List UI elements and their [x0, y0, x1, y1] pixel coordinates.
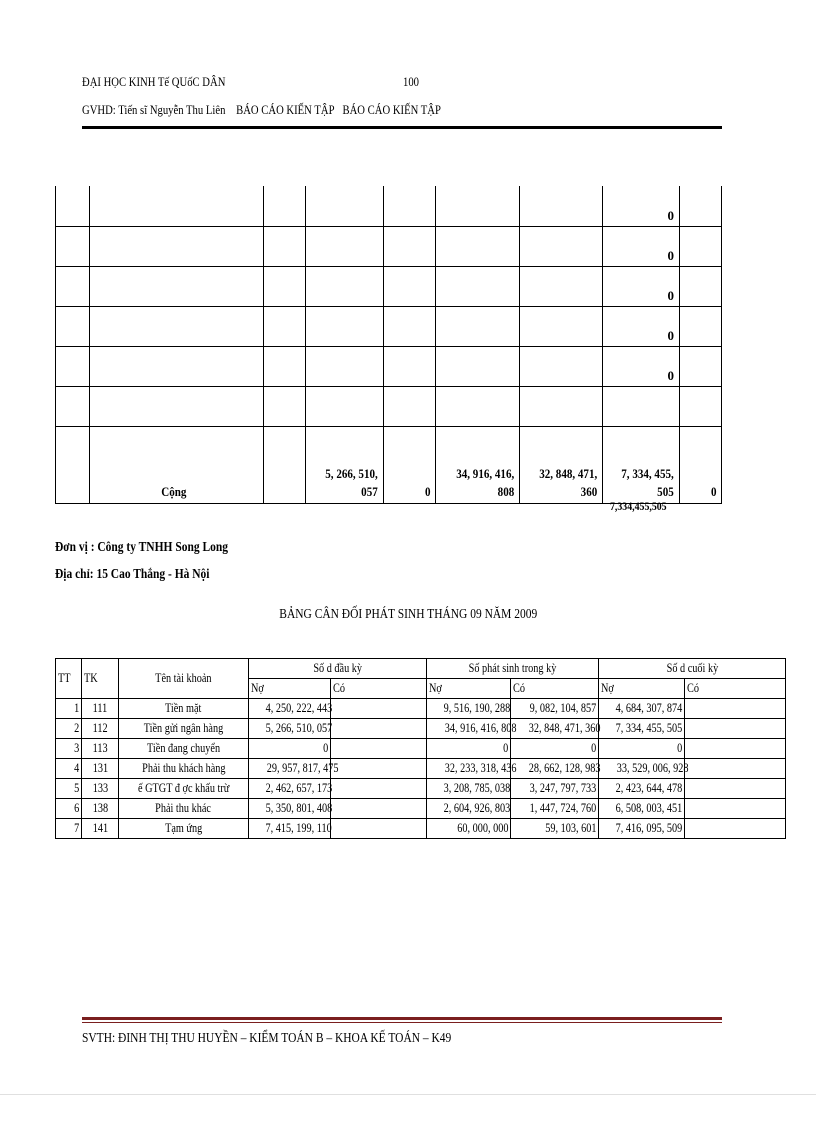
cell-close-credit [685, 819, 786, 839]
cell-tk: 113 [82, 739, 119, 759]
cell-debit: 0 [427, 739, 511, 759]
cell-name: Phải thu khác [119, 799, 249, 819]
cell-credit: 1, 447, 724, 760 [511, 799, 599, 819]
table-row [56, 759, 786, 779]
total-label: Cộng [161, 484, 187, 499]
header-open-debit: Nợ [249, 679, 331, 699]
zero-cell: 0 [603, 307, 680, 347]
total-col5: 7, 334, 455, 505 [621, 466, 674, 499]
cell-stt: 2 [56, 719, 82, 739]
page-edge [0, 1094, 816, 1095]
cell-open-debit: 5, 350, 801, 408 [249, 799, 331, 819]
cell-stt: 6 [56, 799, 82, 819]
university-name: ĐẠI HỌC KINH Tế QUốC DÂN [82, 74, 226, 89]
cell-close-debit: 2, 423, 644, 478 [599, 779, 685, 799]
zero-cell: 0 [603, 186, 680, 227]
cell-open-credit [331, 759, 427, 779]
table-row [56, 267, 722, 307]
company-address: Địa chỉ: 15 Cao Thắng - Hà Nội [55, 567, 210, 582]
supervisor: GVHD: Tiến sĩ Nguyễn Thu Liên [82, 102, 226, 117]
header-open-credit: Có [331, 679, 427, 699]
cell-credit: 59, 103, 601 [511, 819, 599, 839]
total-col2: 0 [424, 484, 430, 499]
cell-name: Tiền mặt [119, 699, 249, 719]
cell-tk: 141 [82, 819, 119, 839]
header-tk: TK [82, 659, 119, 699]
header-close-credit: Có [685, 679, 786, 699]
header-close-debit: Nợ [599, 679, 685, 699]
student-footer: SVTH: ĐINH THỊ THU HUYỀN – KIỂM TOÁN B – KHOA KẾ TOÁN – K49 [82, 1031, 452, 1046]
table-row [56, 307, 722, 347]
cell-tk: 133 [82, 779, 119, 799]
total-row [56, 427, 722, 504]
header-row [56, 659, 786, 679]
cell-open-debit: 4, 250, 222, 443 [249, 699, 331, 719]
cell-close-debit: 7, 416, 095, 509 [599, 819, 685, 839]
table-row [56, 387, 722, 427]
cell-tk: 111 [82, 699, 119, 719]
cell-close-debit: 7, 334, 455, 505 [599, 719, 685, 739]
report-title-2: BÁO CÁO KIẾN TẬP [342, 102, 441, 117]
cell-close-debit: 0 [599, 739, 685, 759]
cell-debit: 9, 516, 190, 288 [427, 699, 511, 719]
report-title-1: BÁO CÁO KIẾN TẬP [236, 102, 335, 117]
cell-open-credit [331, 779, 427, 799]
table-row [56, 227, 722, 267]
header-account-name: Tên tài khoản [119, 659, 249, 699]
header-closing: Số d cuối kỳ [599, 659, 786, 679]
cell-open-credit [331, 799, 427, 819]
table-row [56, 799, 786, 819]
cell-credit: 32, 848, 471, 360 [511, 719, 599, 739]
cell-close-debit: 4, 684, 307, 874 [599, 699, 685, 719]
cell-name: Tạm ứng [119, 819, 249, 839]
table-row [56, 699, 786, 719]
table-row [56, 719, 786, 739]
cell-debit: 34, 916, 416, 808 [427, 719, 511, 739]
cell-credit: 9, 082, 104, 857 [511, 699, 599, 719]
cell-close-credit [685, 739, 786, 759]
below-total-value: 7,334,455,505 [610, 499, 667, 513]
continued-table [55, 186, 722, 504]
cell-credit: 28, 662, 128, 983 [511, 759, 599, 779]
table-row [56, 186, 722, 227]
total-col3: 34, 916, 416, 808 [455, 466, 514, 499]
header-stt: TT [56, 659, 82, 699]
cell-name: Tiền đang chuyển [119, 739, 249, 759]
cell-close-credit [685, 779, 786, 799]
cell-name: Tiền gửi ngân hàng [119, 719, 249, 739]
cell-tk: 112 [82, 719, 119, 739]
cell-tk: 138 [82, 799, 119, 819]
cell-debit: 3, 208, 785, 038 [427, 779, 511, 799]
company-unit: Đơn vị : Công ty TNHH Song Long [55, 540, 228, 555]
cell-close-credit [685, 759, 786, 779]
cell-name: ế GTGT đ ợc khấu trừ [119, 779, 249, 799]
cell-stt: 4 [56, 759, 82, 779]
header-period-credit: Có [511, 679, 599, 699]
cell-close-debit: 33, 529, 006, 928 [599, 759, 685, 779]
table-row [56, 347, 722, 387]
cell-close-credit [685, 699, 786, 719]
header-period-debit: Nợ [427, 679, 511, 699]
table-row [56, 779, 786, 799]
total-col1: 5, 266, 510, 057 [325, 466, 378, 499]
total-col4: 32, 848, 471, 360 [538, 466, 597, 499]
footer-rule-thin [82, 1022, 722, 1023]
cell-debit: 32, 233, 318, 436 [427, 759, 511, 779]
cell-close-debit: 6, 508, 003, 451 [599, 799, 685, 819]
cell-open-debit: 5, 266, 510, 057 [249, 719, 331, 739]
header-rule [82, 126, 722, 129]
balance-sheet-title: BẢNG CÂN ĐỐI PHÁT SINH THÁNG 09 NĂM 2009 [279, 607, 537, 622]
cell-open-debit: 0 [249, 739, 331, 759]
cell-stt: 1 [56, 699, 82, 719]
cell-open-credit [331, 819, 427, 839]
balance-sheet-table [55, 658, 786, 839]
cell-tk: 131 [82, 759, 119, 779]
cell-open-debit: 7, 415, 199, 110 [249, 819, 331, 839]
cell-open-credit [331, 739, 427, 759]
cell-open-debit: 2, 462, 657, 173 [249, 779, 331, 799]
cell-stt: 5 [56, 779, 82, 799]
table-row [56, 819, 786, 839]
cell-stt: 7 [56, 819, 82, 839]
cell-open-credit [331, 719, 427, 739]
header-line-2 [82, 102, 441, 118]
cell-open-credit [331, 699, 427, 719]
cell-credit: 0 [511, 739, 599, 759]
cell-debit: 2, 604, 926, 803 [427, 799, 511, 819]
zero-cell: 0 [603, 267, 680, 307]
zero-cell: 0 [603, 227, 680, 267]
total-col6: 0 [710, 484, 716, 499]
header-period: Số phát sinh trong kỳ [427, 659, 599, 679]
footer-rule-thick [82, 1017, 722, 1020]
header-opening: Số d đầu kỳ [249, 659, 427, 679]
table-row [56, 739, 786, 759]
cell-credit: 3, 247, 797, 733 [511, 779, 599, 799]
cell-close-credit [685, 719, 786, 739]
cell-stt: 3 [56, 739, 82, 759]
cell-close-credit [685, 799, 786, 819]
cell-debit: 60, 000, 000 [427, 819, 511, 839]
cell-name: Phải thu khách hàng [119, 759, 249, 779]
page-number: 100 [403, 74, 419, 89]
zero-cell: 0 [603, 347, 680, 387]
cell-open-debit: 29, 957, 817, 475 [249, 759, 331, 779]
